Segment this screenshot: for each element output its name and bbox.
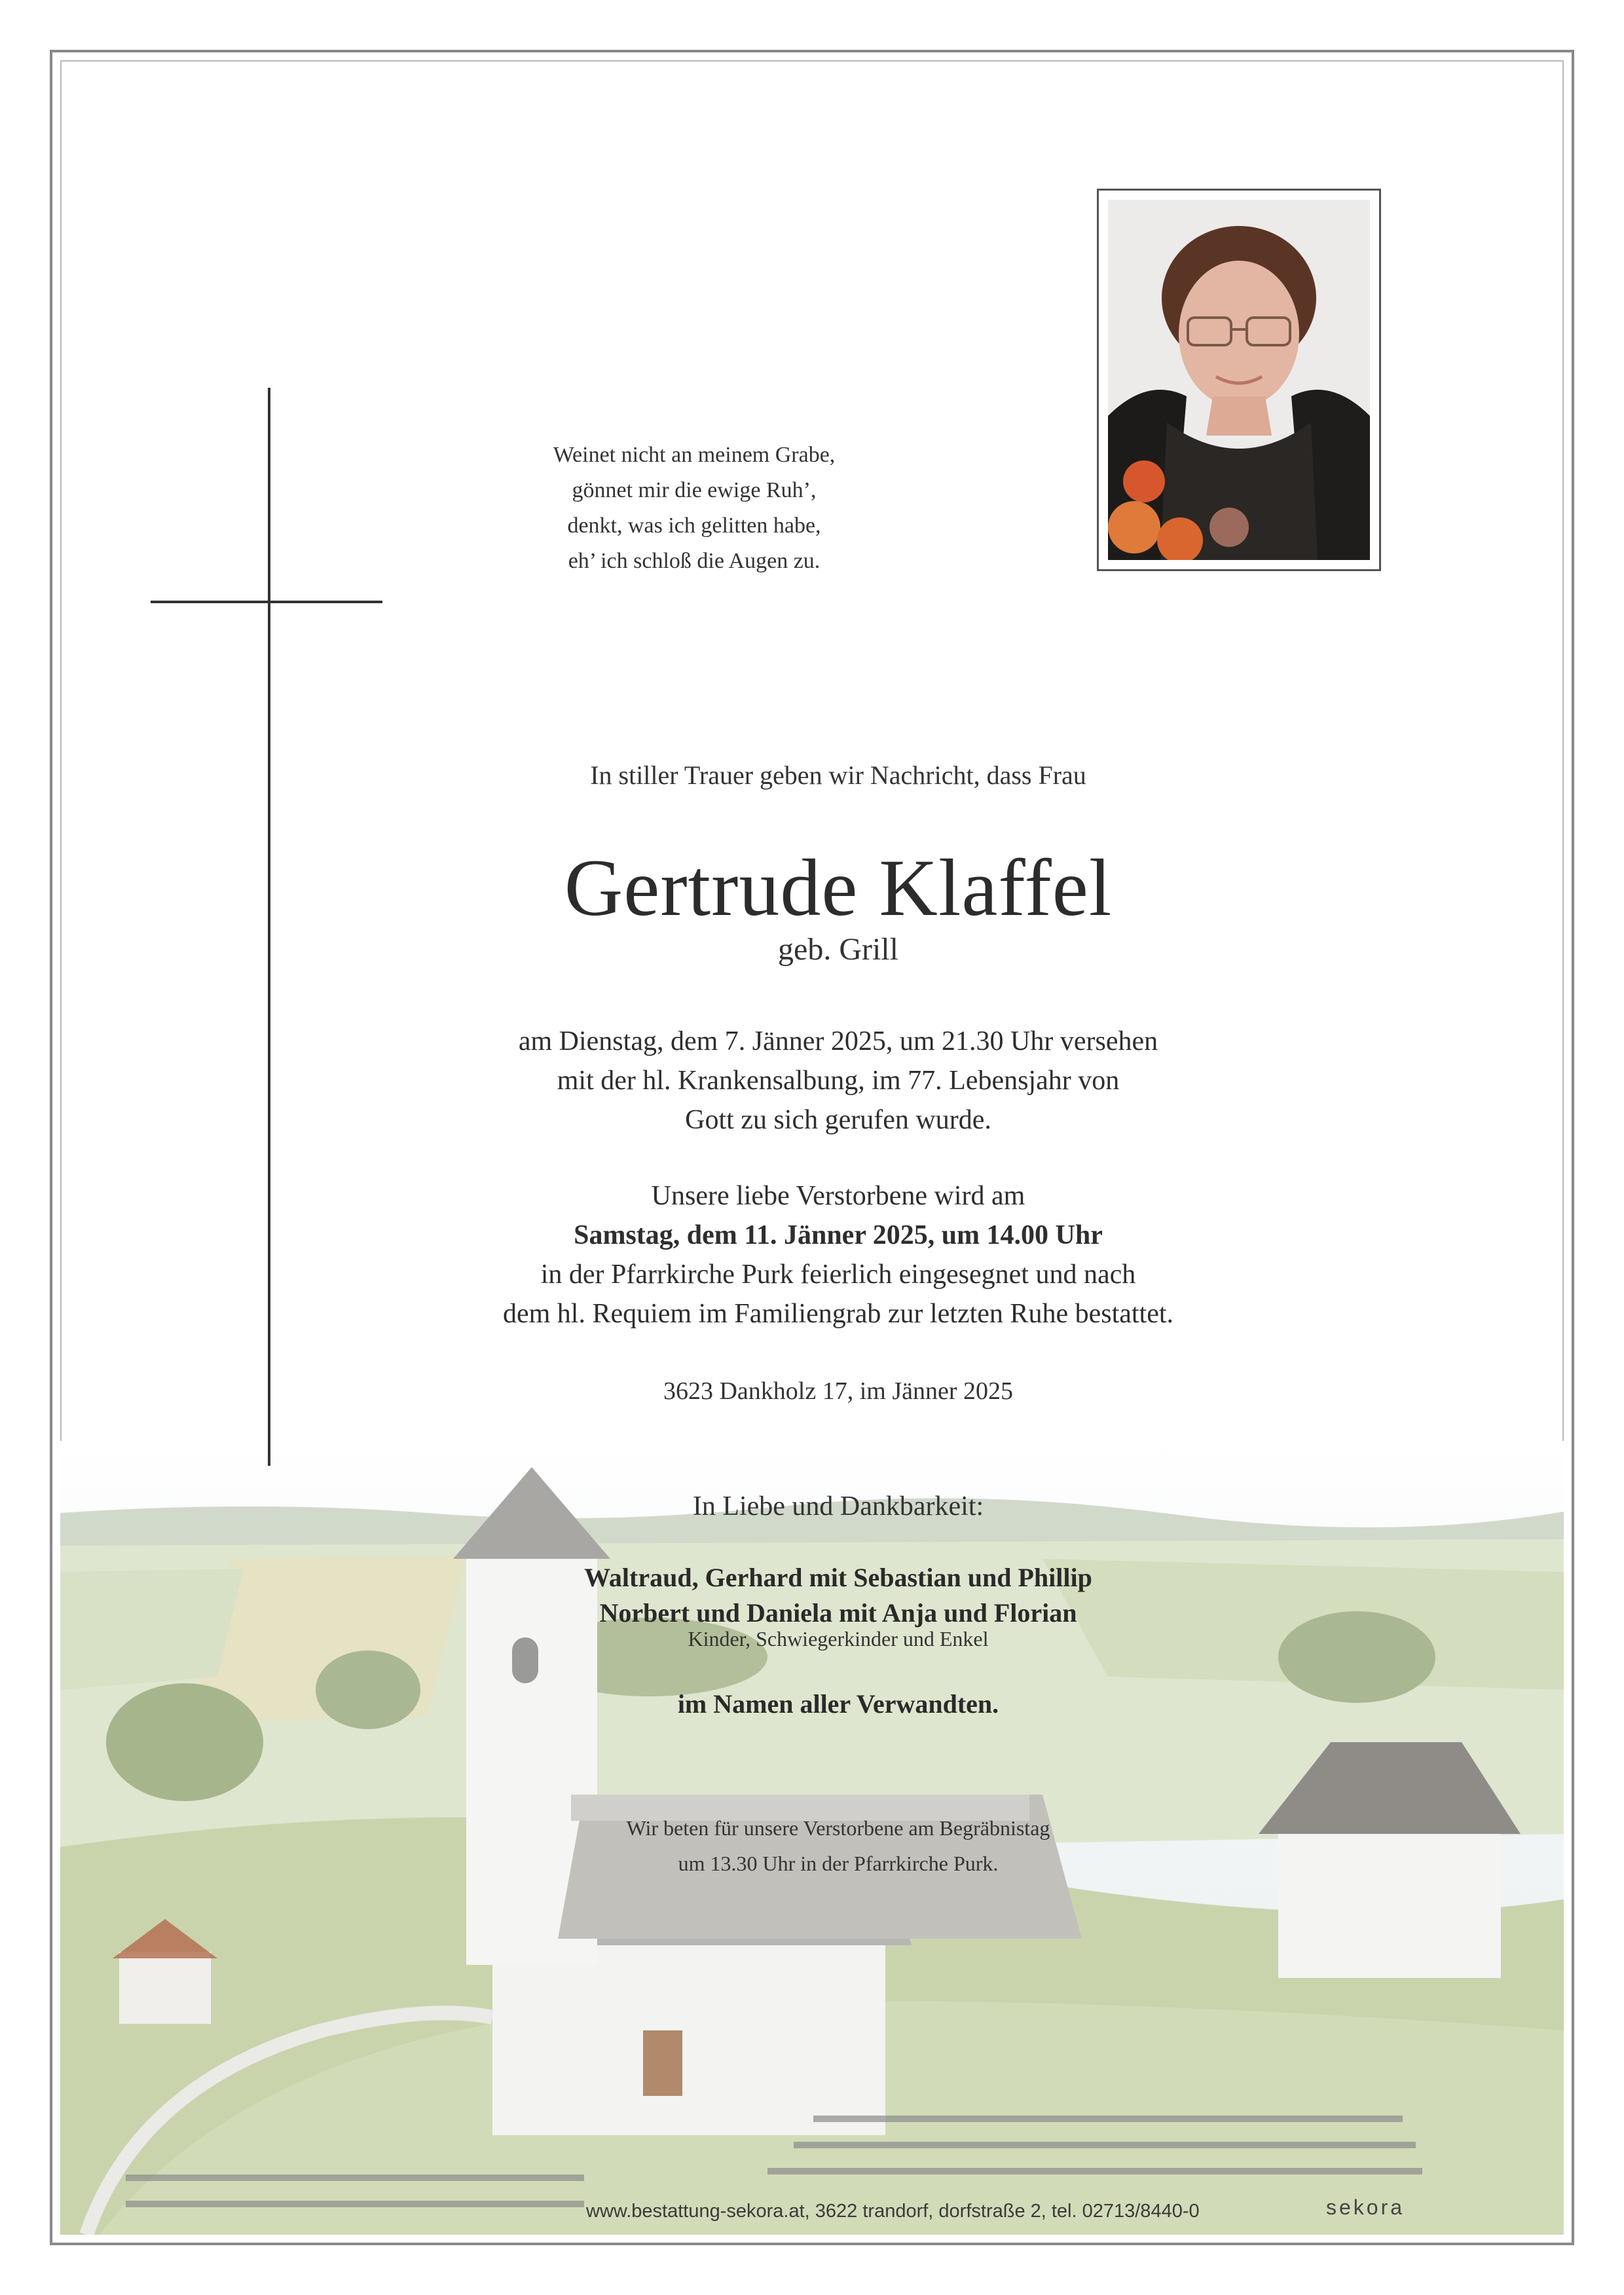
address-line: 3623 Dankholz 17, im Jänner 2025 (663, 1377, 1014, 1405)
prayer-line: um 13.30 Uhr in der Pfarrkirche Purk. (678, 1852, 999, 1875)
funeral-notice (367, 1176, 1310, 1334)
cross-horizontal-bar (151, 601, 382, 603)
prayer-notice (367, 1810, 1310, 1881)
funeral-home-footer: www.bestattung-sekora.at, 3622 trandorf, dorfstraße 2, tel. 02713/8440-0 (586, 2201, 1200, 2222)
funeral-date: Samstag, dem 11. Jänner 2025, um 14.00 Uhr (574, 1220, 1103, 1250)
thanks-heading: In Liebe und Dankbarkeit: (692, 1491, 984, 1521)
poem-line: eh’ ich schloß die Augen zu. (568, 549, 821, 573)
cross-vertical-bar (268, 388, 270, 1466)
intro-text: In stiller Trauer geben wir Nachricht, dass Frau (590, 760, 1086, 790)
poem-line: gönnet mir die ewige Ruh’, (572, 478, 817, 502)
funeral-line: Unsere liebe Verstorbene wird am (651, 1181, 1025, 1211)
family-names (367, 1560, 1310, 1631)
death-notice-line: am Dienstag, dem 7. Jänner 2025, um 21.30 Uhr versehen (518, 1026, 1158, 1056)
poem-line: denkt, was ich gelitten habe, (567, 513, 821, 538)
brand-logo: sekora (1326, 2195, 1405, 2219)
deceased-name: Gertrude Klaffel (564, 843, 1113, 933)
funeral-line: dem hl. Requiem im Familiengrab zur letzten Ruhe bestattet. (502, 1299, 1174, 1329)
all-relatives-line: im Namen aller Verwandten. (677, 1689, 999, 1719)
family-line: Waltraud, Gerhard mit Sebastian und Phillip (584, 1563, 1092, 1592)
funeral-line: in der Pfarrkirche Purk feierlich eingesegnet und nach (540, 1259, 1136, 1290)
poem-line: Weinet nicht an meinem Grabe, (553, 443, 836, 467)
portrait-frame (1097, 189, 1381, 571)
relation-line: Kinder, Schwiegerkinder und Enkel (688, 1627, 989, 1651)
portrait-photo (1108, 200, 1370, 560)
death-notice-line: mit der hl. Krankensalbung, im 77. Lebensjahr von (557, 1066, 1120, 1096)
death-notice-line: Gott zu sich gerufen wurde. (685, 1105, 991, 1135)
maiden-name: geb. Grill (778, 932, 898, 967)
prayer-line: Wir beten für unsere Verstorbene am Begräbnistag (626, 1816, 1050, 1840)
family-line: Norbert und Daniela mit Anja und Florian (599, 1598, 1077, 1628)
memorial-poem (511, 438, 877, 579)
death-notice (367, 1022, 1310, 1140)
